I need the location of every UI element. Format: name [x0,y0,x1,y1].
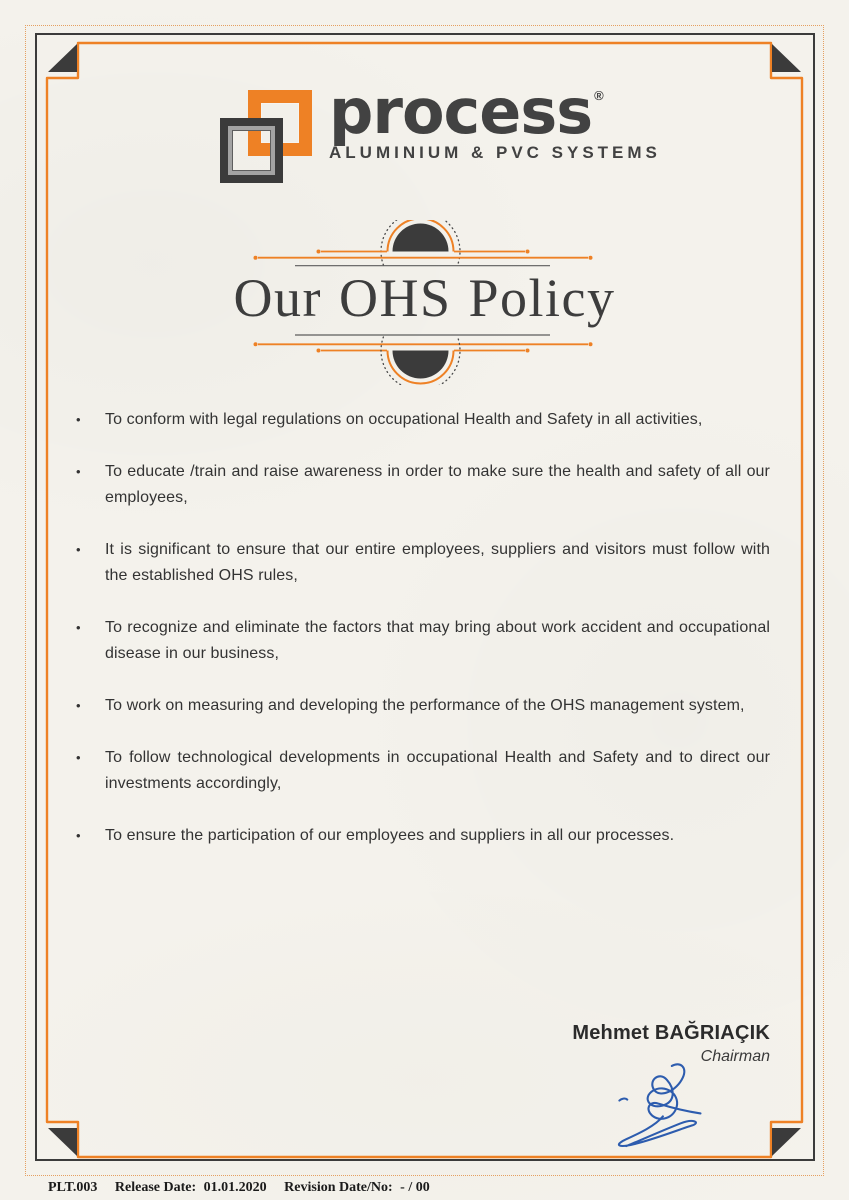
policy-item-text: It is significant to ensure that our entire employees, suppliers and visitors must follow with the established OHS rules, [105,541,770,584]
policy-item-text: To ensure the participation of our employees and suppliers in all our processes. [105,827,675,844]
policy-item-text: To recognize and eliminate the factors that may bring about work accident and occupational disease in our business, [105,619,770,662]
corner-triangle-icon [772,1128,801,1156]
bullet-icon: • [76,464,81,479]
list-item [76,745,770,797]
bullet-icon: • [76,542,81,557]
list-item [76,407,770,433]
signature-role: Chairman [700,1048,770,1065]
signature-scribble-icon [601,1060,705,1154]
policy-item-text: To conform with legal regulations on occupational Health and Safety in all activities, [105,411,703,428]
list-item [76,615,770,667]
logo-text [329,75,661,184]
list-item [76,537,770,589]
logo-wordmark: process [329,75,593,148]
revision-label: Revision Date/No: [284,1180,393,1195]
list-item [76,823,770,849]
bullet-icon: • [76,828,81,843]
policy-item-text: To educate /train and raise awareness in order to make sure the health and safety of all our employees, [105,463,770,506]
policy-item-text: To follow technological developments in occupational Health and Safety and to direct our investments accordingly, [105,749,770,792]
bullet-icon: • [76,620,81,635]
bullet-icon: • [76,698,81,713]
policy-item-text: To work on measuring and developing the performance of the OHS management system, [105,697,745,714]
policy-list [76,407,770,875]
logo-mark-icon [220,84,315,184]
doc-code: PLT.003 [48,1180,98,1195]
registered-trademark-icon: ® [594,88,604,103]
signature-name: Mehmet BAĞRIAÇIK [572,1022,770,1044]
revision-value: - / 00 [400,1180,430,1195]
page-title: Our OHS Policy [233,268,616,328]
footer [48,1180,434,1196]
release-date-label: Release Date: [114,1180,197,1195]
logo [220,75,661,184]
bullet-icon: • [76,750,81,765]
corner-triangle-icon [48,1128,77,1156]
logo-tagline: ALUMINIUM & PVC SYSTEMS [329,143,661,162]
release-date-value: 01.01.2020 [203,1180,267,1195]
corner-triangle-icon [48,44,77,72]
logo-dark-frame-icon [220,118,283,183]
corner-triangle-icon [772,44,801,72]
list-item [76,693,770,719]
list-item [76,459,770,511]
bullet-icon: • [76,412,81,427]
